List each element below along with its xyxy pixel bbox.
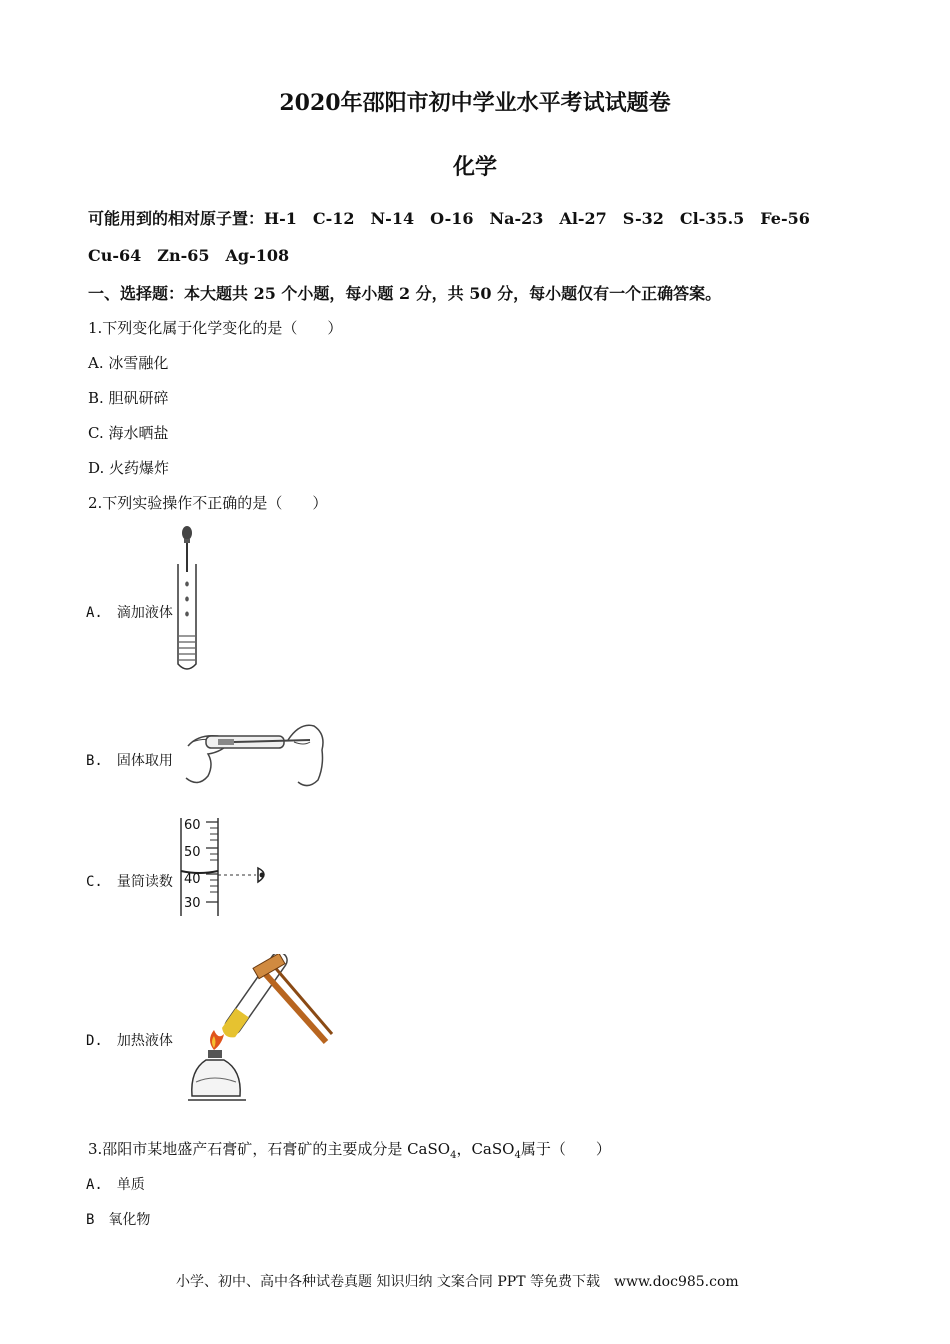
heating-liquid-figure [184,954,334,1106]
cylinder-tick-50: 50 [184,845,201,860]
graduated-cylinder-figure [176,816,276,920]
q2-option-b: B. 固体取用 [86,753,173,769]
q2-option-c: C. 量筒读数 [86,874,173,890]
page-footer: 小学、初中、高中各种试卷真题 知识归纳 文案合同 PPT 等免费下载 www.doc985.com [176,1274,739,1290]
cylinder-tick-30: 30 [184,896,201,911]
q3-option-b: B 氧化物 [86,1212,151,1228]
q1-option-d: D. 火药爆炸 [88,459,170,477]
q3-subscript-2: 4 [514,1150,521,1161]
atomic-masses-values-1: H-1 C-12 N-14 O-16 Na-23 Al-27 S-32 Cl-35.5 Fe-56 [264,209,810,228]
atomic-masses-line2: Cu-64 Zn-65 Ag-108 [88,246,290,265]
q2-option-d: D. 加热液体 [86,1033,173,1049]
q3-option-a: A. 单质 [86,1177,145,1193]
q3-stem-part2: ，CaSO [456,1140,515,1158]
cylinder-tick-60: 60 [184,818,201,833]
q1-option-b: B. 胆矾研碎 [88,389,169,407]
q1-option-a: A. 冰雪融化 [88,354,169,372]
q3-stem-part3: 属于（ ） [520,1140,611,1158]
dropper-test-tube-figure [170,524,210,674]
exam-title: 2020年邵阳市初中学业水平考试试题卷 [279,90,671,116]
question-2-stem: 2.下列实验操作不正确的是（ ） [88,494,328,512]
atomic-masses-line1 [88,206,810,229]
q1-option-c: C. 海水晒盐 [88,424,169,442]
subject-title: 化学 [452,154,497,180]
cylinder-tick-40: 40 [184,872,201,887]
section-heading: 一、选择题：本大题共 25 个小题，每小题 2 分，共 50 分，每小题仅有一个正确答案。 [88,284,722,303]
atomic-masses-label: 可能用到的相对原子置： [88,209,265,228]
q3-subscript-1: 4 [450,1150,457,1161]
question-3-stem [88,1138,611,1161]
solid-sampling-figure [178,716,330,792]
q3-stem-part1: 3.邵阳市某地盛产石膏矿，石膏矿的主要成分是 CaSO [88,1140,451,1158]
q2-option-a: A. 滴加液体 [86,605,173,621]
question-1-stem: 1.下列变化属于化学变化的是（ ） [88,319,343,337]
